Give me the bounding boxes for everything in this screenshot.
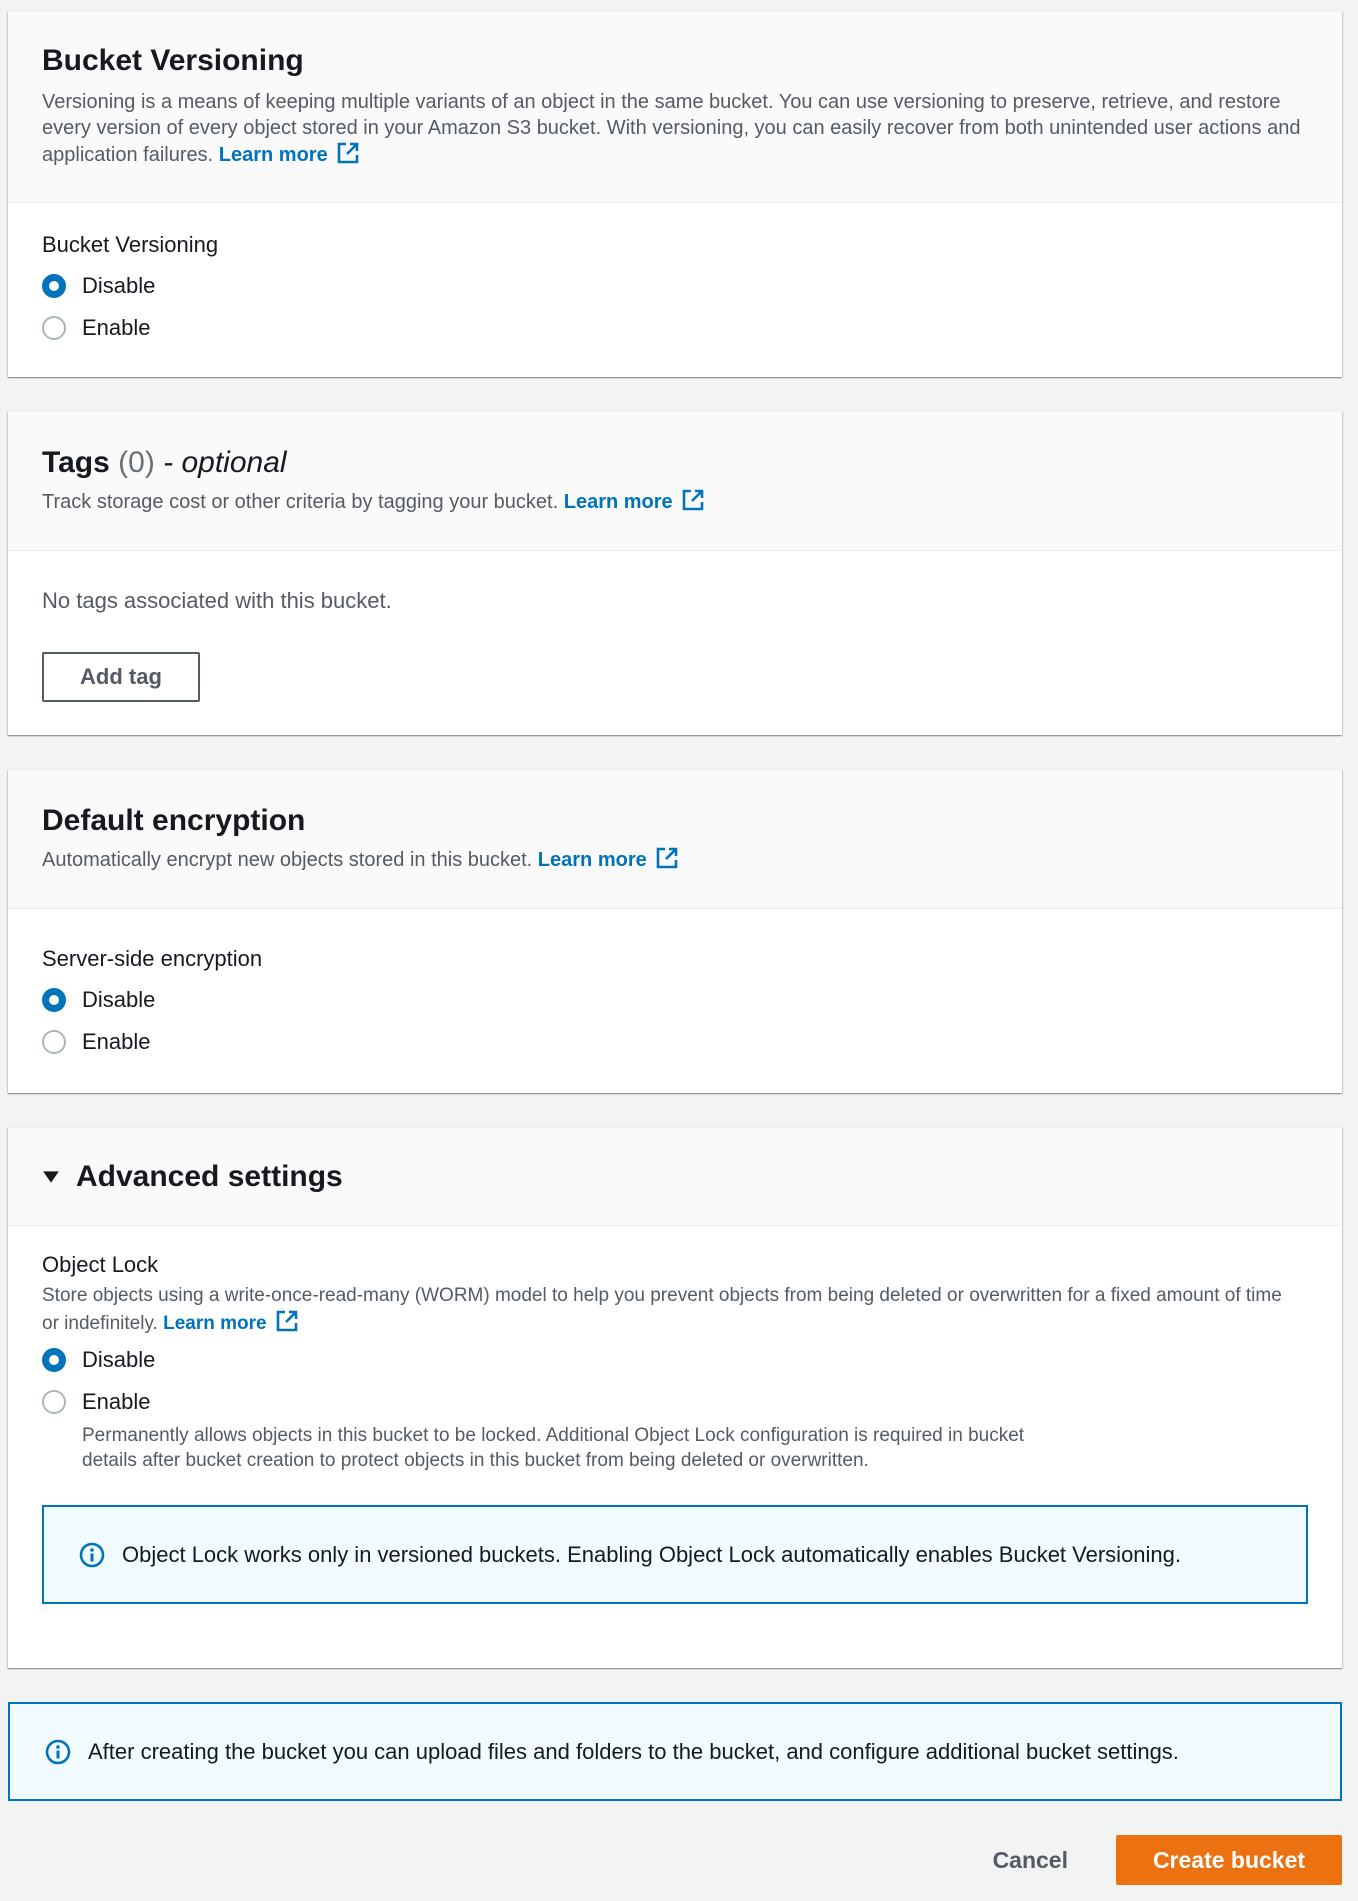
encryption-title: Default encryption [42,804,306,837]
encryption-disable-radio[interactable] [42,988,66,1012]
radio-label: Enable [82,1389,151,1414]
versioning-disable-option[interactable] [42,265,1308,307]
encryption-enable-option[interactable] [42,1021,1308,1063]
encryption-body [8,909,1342,1063]
object-lock-enable-description: Permanently allows objects in this bucket to be locked. Additional Object Lock configuration is required in bucket details after bucket creation to protect objects in this bucket from being deleted or overwritten. [82,1425,1025,1471]
cancel-button[interactable]: Cancel [992,1847,1068,1873]
advanced-settings-body [8,1226,1342,1604]
tags-title-text: Tags [42,446,110,479]
tags-panel [8,411,1342,735]
tags-optional: - optional [163,446,287,479]
add-tag-button[interactable]: Add tag [42,652,200,702]
create-bucket-button[interactable]: Create bucket [1116,1835,1342,1885]
external-link-icon[interactable] [655,846,679,870]
advanced-settings-title[interactable]: Advanced settings [76,1159,343,1193]
object-lock-info-text: Object Lock works only in versioned buckets. Enabling Object Lock automatically enables Bucket Versioning. [122,1541,1182,1567]
create-bucket-info-text: After creating the bucket you can upload files and folders to the bucket, and configure additional bucket settings. [88,1738,1179,1764]
learn-more-link[interactable]: Learn more [218,144,328,166]
bucket-versioning-field-label: Bucket Versioning [42,232,219,257]
versioning-disable-radio[interactable] [42,274,66,298]
object-lock-label: Object Lock [42,1252,159,1277]
bucket-versioning-title: Bucket Versioning [42,44,304,77]
form-actions [961,1835,1342,1885]
learn-more-link[interactable]: Learn more [163,1313,267,1334]
learn-more-link[interactable]: Learn more [563,491,673,513]
versioning-enable-option[interactable] [42,307,1308,349]
object-lock-disable-radio[interactable] [42,1348,66,1372]
bucket-versioning-header [8,12,1342,203]
radio-label: Enable [82,315,151,340]
encryption-header [8,770,1342,909]
radio-label: Disable [82,1347,156,1372]
advanced-settings-panel [8,1127,1342,1668]
object-lock-desc-text: Store objects using a write-once-read-many (WORM) model to help you prevent objects from being deleted or overwritten for a fixed amount of time or indefinitely. [42,1285,1282,1334]
tags-header [8,412,1342,551]
encryption-enable-radio[interactable] [42,1030,66,1054]
external-link-icon[interactable] [681,488,705,512]
bucket-versioning-body [8,203,1342,349]
info-icon [78,1541,106,1569]
object-lock-disable-option[interactable] [42,1339,1308,1381]
bucket-versioning-panel [8,11,1342,377]
encryption-disable-option[interactable] [42,979,1308,1021]
object-lock-enable-radio[interactable] [42,1390,66,1414]
create-bucket-info-alert [8,1702,1342,1801]
object-lock-description [42,1283,1292,1337]
object-lock-info-alert [42,1505,1308,1604]
bucket-versioning-description [42,89,1308,168]
radio-label: Disable [82,987,156,1012]
advanced-settings-header[interactable] [8,1128,1342,1226]
tags-desc-text: Track storage cost or other criteria by tagging your bucket. [42,491,559,513]
info-icon [44,1738,72,1766]
tags-count: (0) [118,446,155,479]
radio-label: Enable [82,1029,151,1054]
radio-label: Disable [82,273,156,298]
server-side-encryption-label: Server-side encryption [42,946,263,971]
object-lock-enable-option[interactable] [42,1381,1308,1423]
tags-description [42,488,1308,515]
learn-more-link[interactable]: Learn more [537,849,647,871]
external-link-icon[interactable] [336,141,360,165]
encryption-description [42,846,1308,873]
bucket-versioning-desc-text: Versioning is a means of keeping multiple variants of an object in the same bucket. You can use versioning to preserve, retrieve, and restore every version of every object stored in your Amazon S3 bucket. With versioning, you can easily recover from both unintended user actions and application failures. [42,91,1301,166]
versioning-enable-radio[interactable] [42,316,66,340]
default-encryption-panel [8,769,1342,1093]
encryption-desc-text: Automatically encrypt new objects stored in this bucket. [42,849,533,871]
external-link-icon[interactable] [275,1309,299,1333]
tags-body [8,551,1342,702]
tags-title [42,444,1308,482]
tags-empty-text: No tags associated with this bucket. [42,588,392,613]
caret-down-icon[interactable] [42,1168,60,1186]
